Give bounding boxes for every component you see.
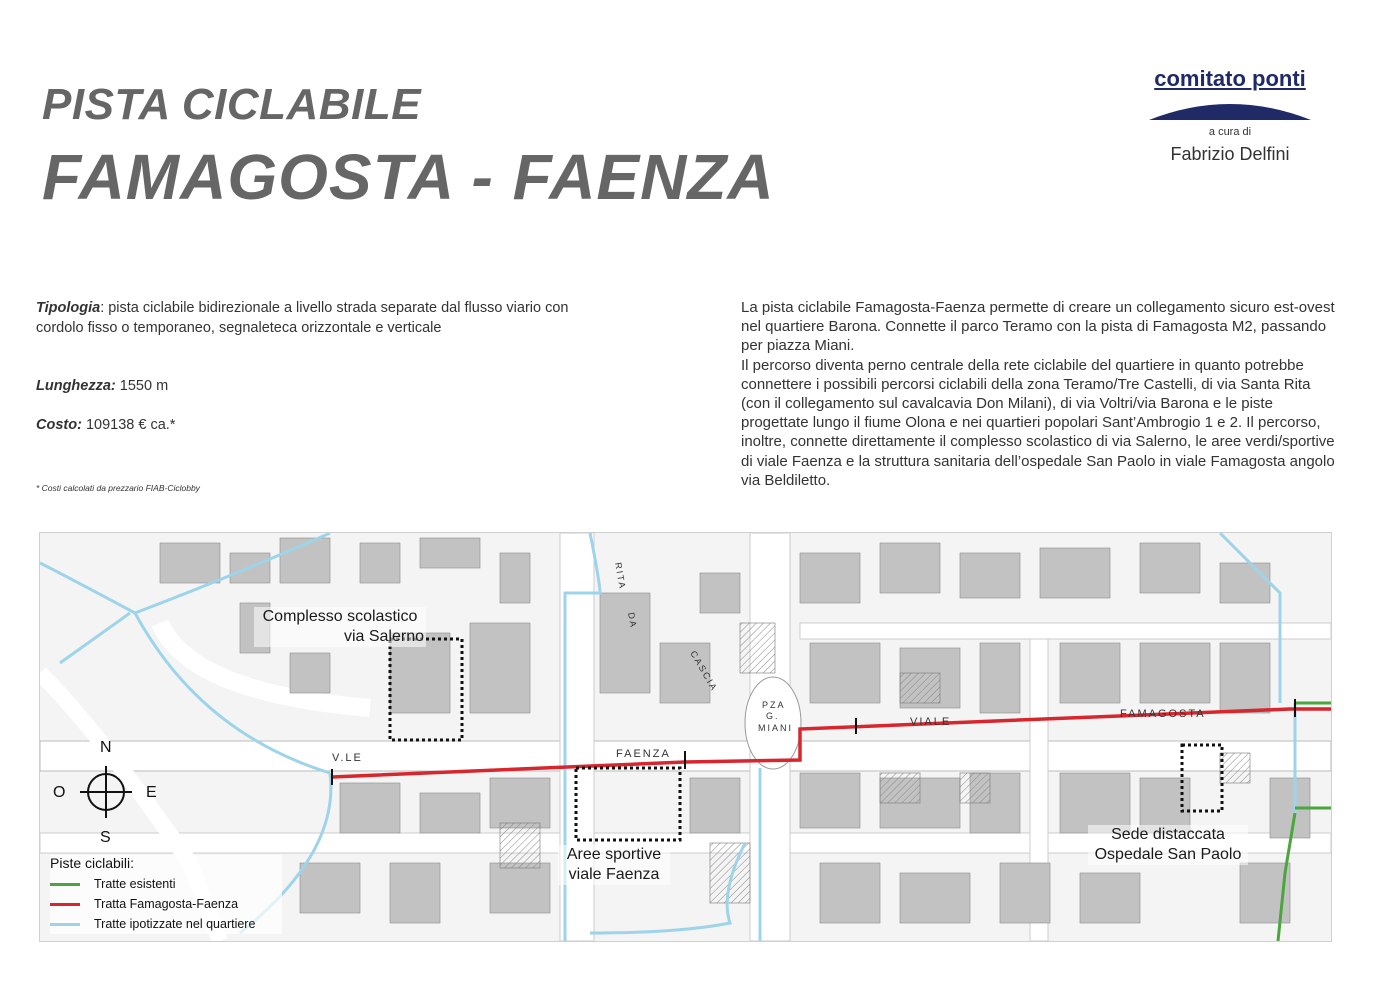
sport-label-line1: Aree sportive <box>566 846 662 863</box>
cost-row <box>36 417 175 433</box>
logo-name: comitato ponti <box>1154 66 1306 91</box>
type-paragraph <box>36 298 596 338</box>
description-block <box>741 298 1341 490</box>
route-map <box>39 532 1332 942</box>
legend-title: Piste ciclabili: <box>50 855 135 871</box>
street-famagosta: FAMAGOSTA <box>1120 708 1206 720</box>
legend-label-existing: Tratte esistenti <box>94 877 176 891</box>
compass-s: S <box>100 829 111 846</box>
piazza-label-1: PZA <box>762 700 786 710</box>
hospital-label-line2: Ospedale San Paolo <box>1094 846 1242 863</box>
legend-item-route <box>50 894 282 914</box>
compass-e: E <box>146 784 157 801</box>
legend-label-planned: Tratte ipotizzate nel quartiere <box>94 917 256 931</box>
details-block <box>36 298 596 338</box>
piazza-label-2: G. <box>766 711 780 721</box>
piazza-label-3: MIANI <box>758 723 794 733</box>
street-cascia: CASCIA <box>688 649 720 694</box>
legend-label-route: Tratta Famagosta-Faenza <box>94 897 239 911</box>
logo <box>1140 66 1320 165</box>
logo-author: Fabrizio Delfini <box>1170 144 1290 164</box>
length-value: 1550 m <box>119 378 169 394</box>
logo-by-label: a cura di <box>1208 126 1252 138</box>
type-label: Tipologia <box>36 300 101 316</box>
street-viale: VIALE <box>910 716 952 728</box>
cost-value: 109138 € ca.* <box>85 417 176 433</box>
length-row <box>36 378 168 394</box>
cost-footnote: * Costi calcolati da prezzario FIAB-Ciclobby <box>36 483 200 493</box>
sport-label-line2: viale Faenza <box>568 866 660 883</box>
description-paragraph-1: La pista ciclabile Famagosta-Faenza permette di creare un collegamento sicuro est-ovest nel quartiere Barona. Connette il parco Teramo con la pista di Famagosta M2, passando per piazza Miani. <box>741 299 1335 355</box>
map-legend <box>50 855 282 934</box>
sport-label <box>558 845 670 885</box>
legend-item-planned <box>50 914 282 934</box>
description-paragraph-2: Il percorso diventa perno centrale della rete ciclabile del quartiere in quanto potrebbe connettere i possibili percorsi ciclabili della zona Teramo/Tre Castelli, di via Santa Rita (con il collegamento sul cavalcavia Don Milani), di via Voltri/via Barona e le piste progettate lungo il fiume Olona e nei quartieri popolari Sant’Ambrogio 1 e 2. Il percorso, inoltre, connette direttamente il complesso scolastico di via Salerno, le aree verdi/sportive di viale Faenza e la struttura sanitaria dell’ospedale San Paolo in viale Famagosta angolo via Beldiletto. <box>741 356 1335 489</box>
street-vle: V.LE <box>332 752 363 764</box>
school-label-line1: Complesso scolastico <box>262 608 418 625</box>
hospital-label-line1: Sede distaccata <box>1111 826 1225 843</box>
logo-arc-icon <box>1149 94 1311 120</box>
cost-label: Costo: <box>36 417 82 433</box>
street-faenza: FAENZA <box>616 748 671 760</box>
street-rita: RITA <box>613 561 628 591</box>
street-da: DA <box>626 611 639 630</box>
school-label <box>254 607 426 647</box>
school-label-line2: via Salerno <box>343 628 424 645</box>
title-line1: PISTA CICLABILE <box>42 80 422 129</box>
legend-swatch-route <box>50 903 80 906</box>
compass-w: O <box>53 784 66 801</box>
type-text: : pista ciclabile bidirezionale a livello strada separate dal flusso viario con cordolo fisso o temporaneo, segnaleteca orizzontale e verticale <box>36 300 569 336</box>
legend-swatch-planned <box>50 923 80 926</box>
compass-n: N <box>100 739 112 756</box>
legend-swatch-existing <box>50 883 80 886</box>
hospital-label <box>1088 825 1248 865</box>
legend-item-existing <box>50 874 282 894</box>
title-line2: FAMAGOSTA - FAENZA <box>42 141 775 213</box>
length-label: Lunghezza: <box>36 378 116 394</box>
